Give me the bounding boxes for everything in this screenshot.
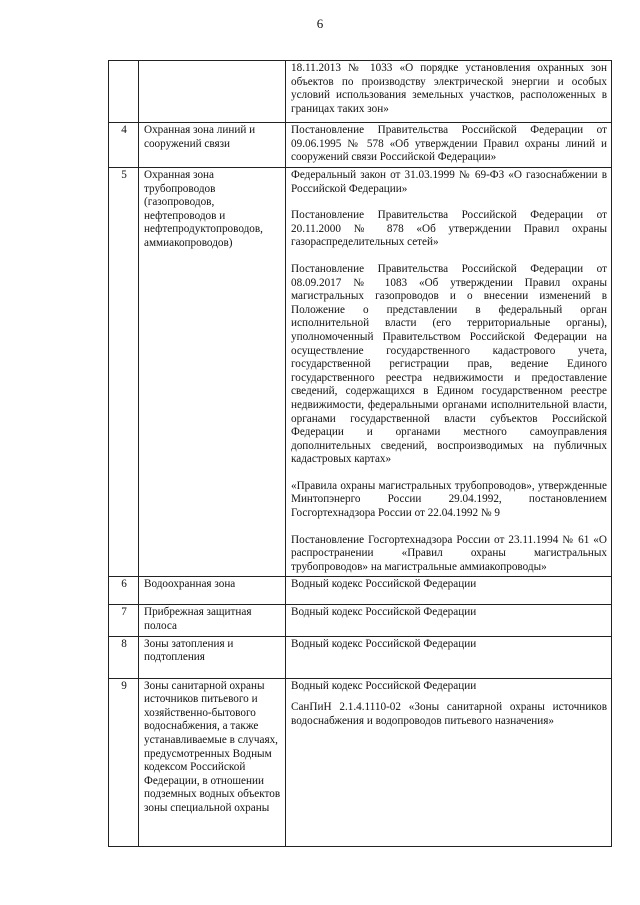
table-row [109, 168, 612, 577]
legal-act: Постановление Правительства Российской Федерации от 08.09.2017 № 1083 «Об утверждении Правил охраны магистральных газопроводов и о внесении изменений в Положение о представлении в федеральный орган исполнительной власти (его территориальные органы), уполномоченный Правительством Российской Федерации на осуществление государственного кадастрового учета, государственной регистрации прав, ведение Единого государственного реестра недвижимости и предоставление сведений, содержащихся в Едином государственном реестре недвижимости, федеральными органами исполнительной власти, органами государственной власти субъектов Российской Федерации и органами местного самоуправления дополнительных сведений, воспроизводимых на публичных кадастровых картах» [291, 262, 607, 466]
legal-acts-cell [286, 577, 612, 605]
page-number: 6 [316, 16, 324, 31]
zone-name: Водоохранная зона [139, 577, 286, 605]
legal-act: Федеральный закон от 31.03.1999 № 69-ФЗ «О газоснабжении в Российской Федерации» [291, 169, 607, 195]
zone-name [139, 61, 286, 123]
row-number: 8 [109, 636, 139, 678]
row-number: 6 [109, 577, 139, 605]
legal-act: СанПиН 2.1.4.1110-02 «Зоны санитарной охраны источников водоснабжения и водопроводов питьевого назначения» [291, 701, 607, 727]
row-number: 9 [109, 678, 139, 846]
legal-acts-cell [286, 61, 612, 123]
zone-name: Зоны затопления и подтопления [139, 636, 286, 678]
table-row [109, 61, 612, 123]
legal-acts-cell [286, 605, 612, 636]
legal-act: Постановление Госгортехнадзора России от 23.11.1994 № 61 «О распространении «Правил охраны магистральных трубопроводов» на магистральные аммиакопроводы» [291, 533, 607, 573]
legal-act: Водный кодекс Российской Федерации [291, 578, 477, 591]
legal-acts-cell [286, 123, 612, 168]
zone-name: Прибрежная защитная полоса [139, 605, 286, 636]
table-row [109, 678, 612, 846]
row-number: 7 [109, 605, 139, 636]
zone-name: Охранная зона линий и сооружений связи [139, 123, 286, 168]
legal-act: Водный кодекс Российской Федерации [291, 679, 477, 692]
zone-name: Охранная зона трубопроводов (газопроводов, нефтепроводов и нефтепродуктопроводов, аммиакопроводов) [139, 168, 286, 577]
table-row [109, 123, 612, 168]
row-number: 5 [109, 168, 139, 577]
legal-act: 18.11.2013 № 1033 «О порядке установления охранных зон объектов по производству электрической энергии и особых условий использования земельных участков, расположенных в границах таких зон» [291, 62, 607, 115]
table-row [109, 577, 612, 605]
legal-act: Водный кодекс Российской Федерации [291, 606, 477, 619]
table-row [109, 605, 612, 636]
legal-acts-cell [286, 636, 612, 678]
zones-table [108, 60, 612, 847]
row-number: 4 [109, 123, 139, 168]
table-row [109, 636, 612, 678]
legal-act: Постановление Правительства Российской Федерации от 09.06.1995 № 578 «Об утверждении Правил охраны линий и сооружений связи Российской Федерации» [291, 124, 607, 164]
legal-act: Водный кодекс Российской Федерации [291, 637, 477, 650]
legal-acts-cell [286, 168, 612, 577]
zone-name: Зоны санитарной охраны источников питьевого и хозяйственно-бытового водоснабжения, а также устанавливаемые в случаях, предусмотренных Водным кодексом Российской Федерации, в отношении подземных водных объектов зоны специальной охраны [139, 678, 286, 846]
legal-acts-cell [286, 678, 612, 846]
row-number [109, 61, 139, 123]
legal-act: Постановление Правительства Российской Федерации от 20.11.2000 № 878 «Об утверждении Правил охраны газораспределительных сетей» [291, 209, 607, 249]
legal-act: «Правила охраны магистральных трубопроводов», утвержденные Минтопэнерго России 29.04.1992, постановлением Госгортехнадзора России от 22.04.1992 № 9 [291, 479, 607, 520]
